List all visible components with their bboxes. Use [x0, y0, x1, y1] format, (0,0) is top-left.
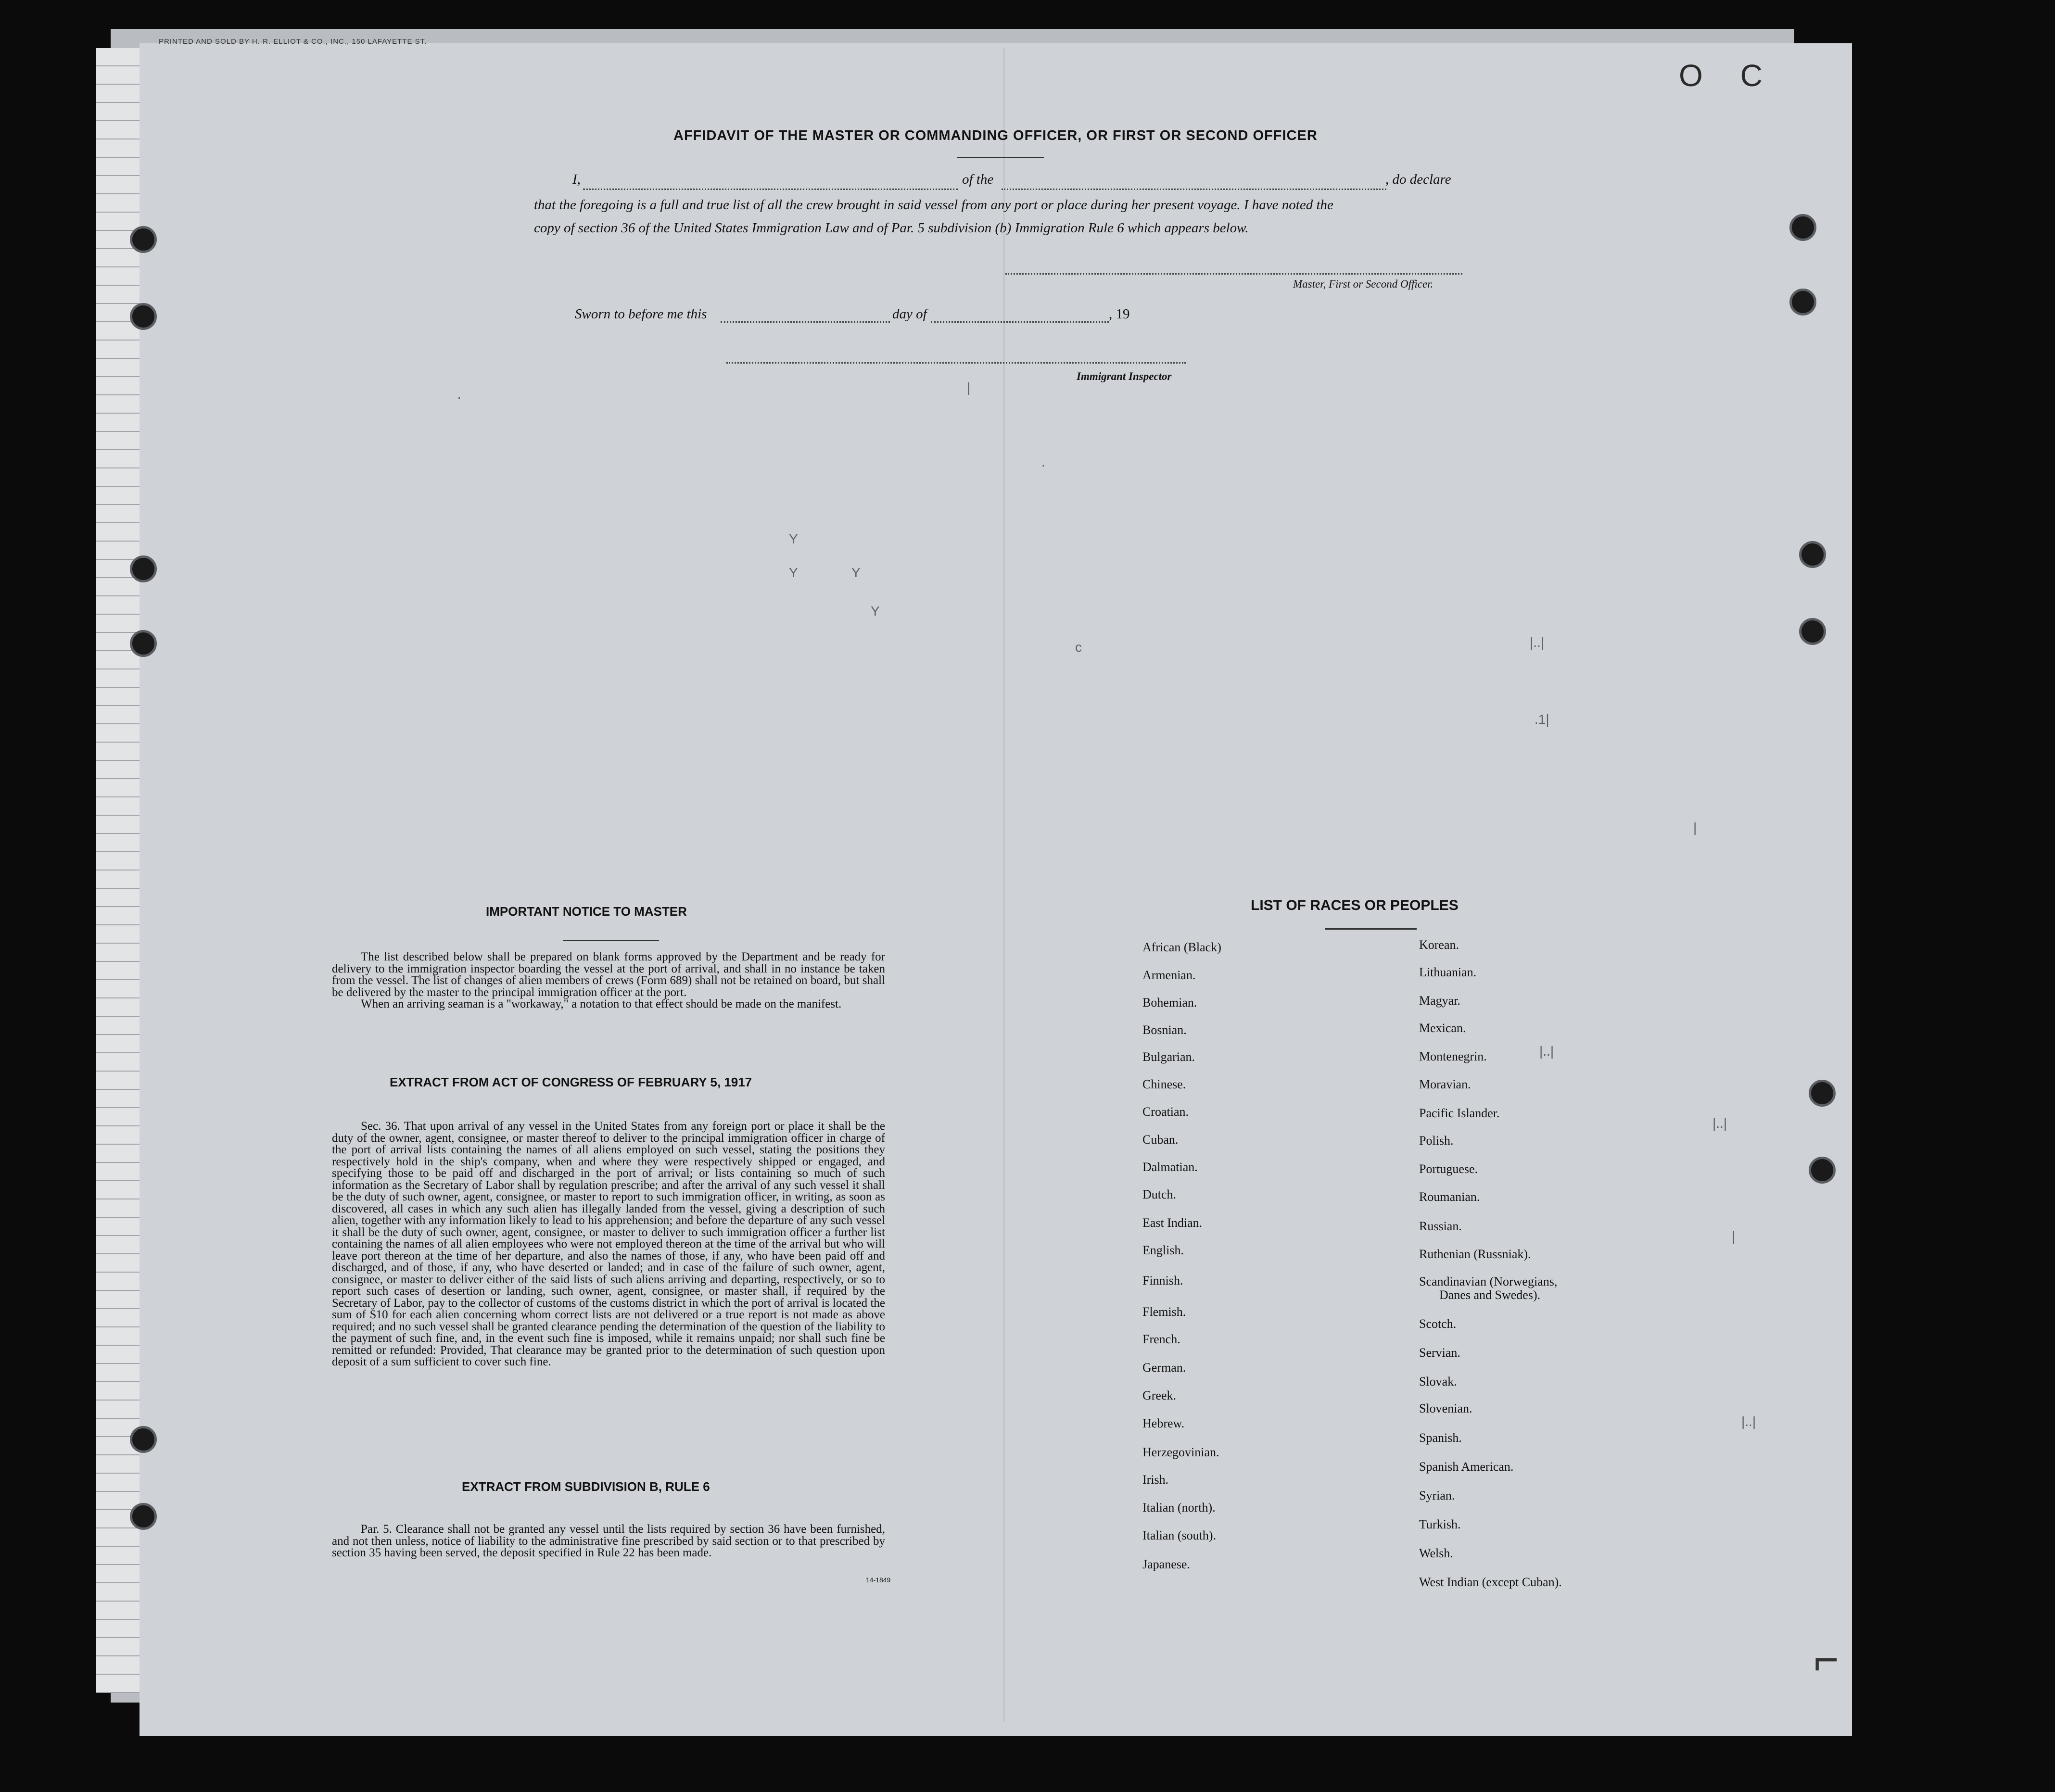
race-entry: Pacific Islander.	[1419, 1106, 1500, 1120]
race-entry: Flemish.	[1142, 1305, 1186, 1319]
race-entry: Turkish.	[1419, 1517, 1461, 1531]
pencil-mark: ⌐	[1814, 1636, 1839, 1684]
race-entry: African (Black)	[1142, 940, 1221, 954]
notice-paragraph-2: When an arriving seaman is a "workaway," a notation to that effect should be made on the manifest.	[361, 997, 842, 1010]
race-entry: Finnish.	[1142, 1274, 1183, 1287]
page-crease	[1003, 48, 1005, 1722]
race-entry: Chinese.	[1142, 1077, 1186, 1091]
race-entry: Irish.	[1142, 1473, 1169, 1487]
faint-mark: |..|	[1712, 1116, 1727, 1131]
vessel-blank	[1002, 189, 1386, 190]
affidavit-title: AFFIDAVIT OF THE MASTER OR COMMANDING OFFICER, OR FIRST OR SECOND OFFICER	[673, 128, 1318, 143]
binding-hole	[130, 1503, 157, 1530]
race-entry: Slovak.	[1419, 1375, 1457, 1388]
binding-hole	[1809, 1080, 1836, 1107]
race-entry: Roumanian.	[1419, 1190, 1480, 1204]
faint-mark: ·	[457, 390, 462, 404]
race-entry: Lithuanian.	[1419, 965, 1477, 979]
act-heading: EXTRACT FROM ACT OF CONGRESS OF FEBRUARY 5, 1917	[390, 1075, 752, 1089]
race-entry: Welsh.	[1419, 1546, 1453, 1560]
race-entry: Slovenian.	[1419, 1401, 1472, 1415]
binding-hole	[1799, 541, 1826, 568]
race-entry: Cuban.	[1142, 1133, 1179, 1147]
race-entry: Herzegovinian.	[1142, 1445, 1219, 1459]
affidavit-line2: that the foregoing is a full and true list of all the crew brought in said vessel from any port or place during her present voyage. I have noted the	[534, 197, 1333, 213]
faint-mark: |	[967, 380, 971, 395]
faint-mark: |	[1693, 820, 1697, 835]
sworn-year: , 19	[1109, 306, 1130, 322]
faint-mark: |..|	[1539, 1044, 1554, 1059]
binding-hole	[130, 555, 157, 582]
race-entry: Spanish.	[1419, 1431, 1462, 1445]
races-rule	[1325, 928, 1417, 930]
race-entry: Portuguese.	[1419, 1162, 1478, 1176]
sworn-prefix: Sworn to before me this	[575, 306, 707, 322]
faint-mark: .	[1041, 454, 1045, 469]
race-entry: East Indian.	[1142, 1216, 1203, 1230]
act-body	[332, 1121, 885, 1368]
race-entry: Montenegrin.	[1419, 1049, 1487, 1063]
faint-mark: |..|	[1741, 1414, 1756, 1429]
race-entry: Russian.	[1419, 1219, 1462, 1233]
race-entry: Bulgarian.	[1142, 1050, 1195, 1064]
race-entry: Armenian.	[1142, 968, 1196, 982]
race-entry: English.	[1142, 1243, 1184, 1257]
rule-body	[332, 1524, 885, 1559]
faint-mark: .1|	[1535, 712, 1549, 727]
race-entry: Ruthenian (Russniak).	[1419, 1247, 1531, 1261]
form-number: 14-1849	[866, 1576, 891, 1584]
race-entry: Mexican.	[1419, 1021, 1466, 1035]
race-entry: Dalmatian.	[1142, 1160, 1198, 1174]
affidavit-line1-mid: of the	[962, 172, 994, 187]
faint-mark: c	[1075, 640, 1082, 655]
faint-mark: Y	[789, 531, 798, 546]
binding-hole	[1789, 289, 1816, 315]
faint-mark: |..|	[1530, 635, 1545, 650]
race-entry: Syrian.	[1419, 1489, 1455, 1502]
race-entry: Bosnian.	[1142, 1023, 1187, 1037]
inspector-label: Immigrant Inspector	[1077, 370, 1172, 382]
printer-imprint: PRINTED AND SOLD BY H. R. ELLIOT & CO., INC., 150 LAFAYETTE ST.	[159, 38, 427, 46]
affidavit-line1-prefix: I,	[572, 172, 581, 187]
race-entry: German.	[1142, 1361, 1186, 1375]
race-entry: Bohemian.	[1142, 996, 1197, 1010]
race-entry: Scandinavian (Norwegians,	[1419, 1275, 1558, 1288]
race-entry: Danes and Swedes).	[1439, 1288, 1541, 1302]
affidavit-line1-suffix: , do declare	[1385, 172, 1451, 187]
name-blank	[583, 189, 958, 190]
race-entry: Moravian.	[1419, 1077, 1471, 1091]
race-entry: West Indian (except Cuban).	[1419, 1575, 1562, 1589]
sworn-mid: day of	[892, 306, 927, 322]
faint-mark: Y	[789, 565, 798, 580]
race-entry: Japanese.	[1142, 1557, 1190, 1571]
binding-hole	[130, 1426, 157, 1453]
race-entry: Polish.	[1419, 1134, 1454, 1148]
race-entry: Magyar.	[1419, 994, 1460, 1008]
race-entry: Greek.	[1142, 1388, 1177, 1402]
race-entry: Dutch.	[1142, 1187, 1177, 1201]
race-entry: French.	[1142, 1332, 1180, 1346]
binding-hole	[130, 303, 157, 330]
binding-hole	[130, 226, 157, 253]
binding-hole	[1799, 618, 1826, 645]
master-signature-line	[1005, 273, 1462, 275]
notice-rule	[563, 940, 659, 941]
inspector-signature-line	[726, 362, 1186, 364]
section-36-text: Sec. 36. That upon arrival of any vessel in the United States from any foreign port or place it shall be the duty of the owner, agent, consignee, or master thereof to deliver to the principal immigration officer in charge of the port of arrival lists containing the names of all aliens employed on such vessel, stating the positions they respectively hold in the ship's company, when and where they were respectively shipped or engaged, and specifying those to be paid off and discharged in the port of arrival; or lists containing so much of such information as the Secretary of Labor shall by regulation prescribe; and after the arrival of any such vessel it shall be the duty of such owner, agent, consignee, or master to report to such immigration officer, in writing, as soon as discovered, all cases in which any such alien has illegally landed from the vessel, giving a description of such alien, together with any information likely to lead to his apprehension; and before the departure of any such vessel it shall be the duty of such owner, agent, consignee, or master to deliver to such immigration officer a further list containing the names of all alien employees who were not employed thereon at the time of the arrival but who will leave port thereon at the time of her departure, and also the names of those, if any, who have been paid off and discharged, and of those, if any, who have deserted or landed; and in case of the failure of such owner, agent, consignee, or master to deliver either of the said lists of such aliens arriving and departing, respectively, or so to report such cases of desertion or landing, such owner, agent, consignee, or master shall, if required by the Secretary of Labor, pay to the collector of customs of the customs district in which the port of arrival is located the sum of $10 for each alien concerning whom correct lists are not delivered or a true report is not made as above required; and no such vessel shall be granted clearance pending the determination of the question of the liability to the payment of such fine, and, in the event such fine is imposed, while it remains unpaid; nor shall such fine be remitted or refunded: Provided, That clearance may be granted prior to the determination of such question upon deposit of a sum sufficient to cover such fine.	[332, 1120, 885, 1368]
manifest-page	[140, 43, 1852, 1736]
race-entry: Croatian.	[1142, 1105, 1189, 1119]
races-heading: LIST OF RACES OR PEOPLES	[1251, 897, 1459, 913]
title-rule	[957, 157, 1044, 158]
binding-hole	[1789, 214, 1816, 241]
faint-mark: |	[1732, 1229, 1736, 1244]
faint-mark: Y	[871, 604, 880, 618]
rule-heading: EXTRACT FROM SUBDIVISION B, RULE 6	[462, 1479, 710, 1494]
master-label: Master, First or Second Officer.	[1293, 278, 1433, 290]
race-entry: Spanish American.	[1419, 1460, 1514, 1474]
race-entry: Italian (north).	[1142, 1501, 1216, 1514]
notice-body	[332, 951, 885, 1010]
sworn-month-blank	[931, 321, 1109, 323]
corner-marks: O C	[1679, 58, 1777, 93]
binding-hole	[1809, 1157, 1836, 1184]
faint-mark: Y	[851, 565, 861, 580]
notice-heading: IMPORTANT NOTICE TO MASTER	[486, 904, 687, 919]
race-entry: Servian.	[1419, 1346, 1460, 1360]
paragraph-5-text: Par. 5. Clearance shall not be granted any vessel until the lists required by section 36 have been furnished, and not then unless, notice of liability to the administrative fine prescribed by said section or to that prescribed by section 35 having been served, the deposit specified in Rule 22 has been made.	[332, 1523, 885, 1559]
race-entry: Korean.	[1419, 938, 1459, 952]
binding-hole	[130, 630, 157, 657]
notice-paragraph-1: The list described below shall be prepared on blank forms approved by the Department and be ready for delivery to the immigration inspector boarding the vessel at the port of arrival, and shall in no instance be taken from the vessel. The list of changes of alien members of crews (Form 689) shall not be retained on board, but shall be delivered by the master to the principal immigration officer at the port.	[332, 950, 885, 999]
race-entry: Italian (south).	[1142, 1528, 1217, 1542]
sworn-day-blank	[721, 321, 890, 323]
race-entry: Hebrew.	[1142, 1416, 1185, 1430]
affidavit-line3: copy of section 36 of the United States Immigration Law and of Par. 5 subdivision (b) Immigration Rule 6 which appears below.	[534, 220, 1249, 236]
race-entry: Scotch.	[1419, 1317, 1457, 1331]
